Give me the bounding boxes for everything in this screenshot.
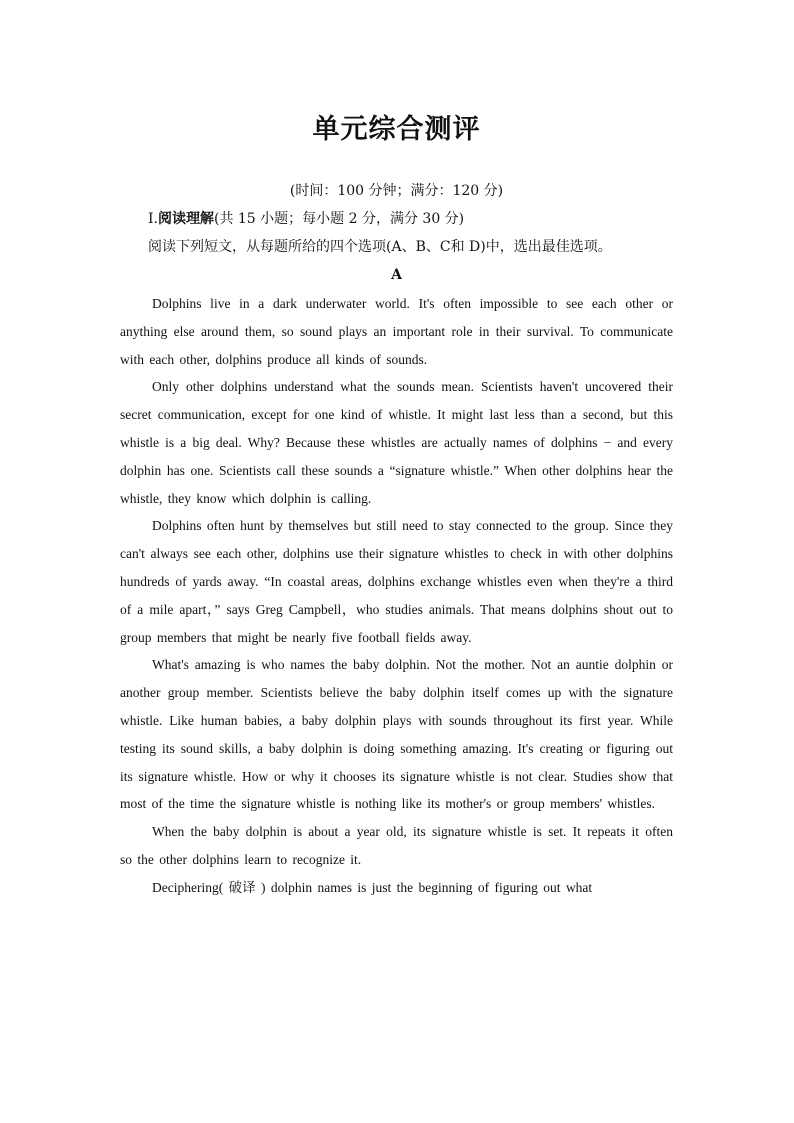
paragraph: Dolphins live in a dark underwater world. It's often impossible to see each other or anything else around them, so sound plays an important role in their survival. To communicate with each other, dolphins produce all kinds of sounds. (120, 296, 673, 367)
time-score-info: (时间：100 分钟；满分：120 分) (289, 183, 504, 199)
paragraph: Deciphering( 破译 ) dolphin names is just the beginning of figuring out what (152, 879, 593, 895)
section-heading (120, 208, 673, 230)
instruction-text: 阅读下列短文，从每题所给的四个选项(A、B、C和 D)中，选出最佳选项。 (148, 239, 612, 255)
page-title: 单元综合测评 (312, 114, 481, 145)
section-name: 阅读理解 (157, 211, 214, 227)
section-detail: (共 15 小题；每小题 2 分，满分 30 分) (213, 211, 465, 227)
document-page (120, 110, 673, 902)
section-number: Ⅰ. (148, 211, 158, 227)
paragraph: When the baby dolphin is about a year old, its signature whistle is set. It repeats it often so the other dolphins learn to recognize it. (120, 824, 673, 867)
paragraph: Only other dolphins understand what the sounds mean. Scientists haven't uncovered their secret communication, except for one kind of whistle. It might last less than a second, but this whistle is a big deal. Why? Because these whistles are actually names of dolphins − and every dolphin has one. Scientists call these sounds a “signature whistle.” When other dolphins hear the whistle, they know which dolphin is calling. (120, 379, 673, 506)
paragraph: Dolphins often hunt by themselves but still need to stay connected to the group. Since they can't always see each other, dolphins use their signature whistles to check in with other dolphins hundreds of yards away. “In coastal areas, dolphins exchange whistles even when they're a third of a mile apart，” says Greg Campbell，who studies animals. That means dolphins shout out to group members that might be nearly five football fields away. (120, 518, 673, 645)
passage-label: A (391, 267, 402, 283)
paragraph: What's amazing is who names the baby dolphin. Not the mother. Not an auntie dolphin or another group member. Scientists believe the baby dolphin itself comes up with the signature whistle. Like human babies, a baby dolphin plays with sounds throughout its first year. While testing its sound skills, a baby dolphin is doing something amazing. It's creating or figuring out its signature whistle. How or why it chooses its signature whistle is not clear. Studies show that most of the time the signature whistle is nothing like its mother's or group members' whistles. (120, 657, 673, 812)
